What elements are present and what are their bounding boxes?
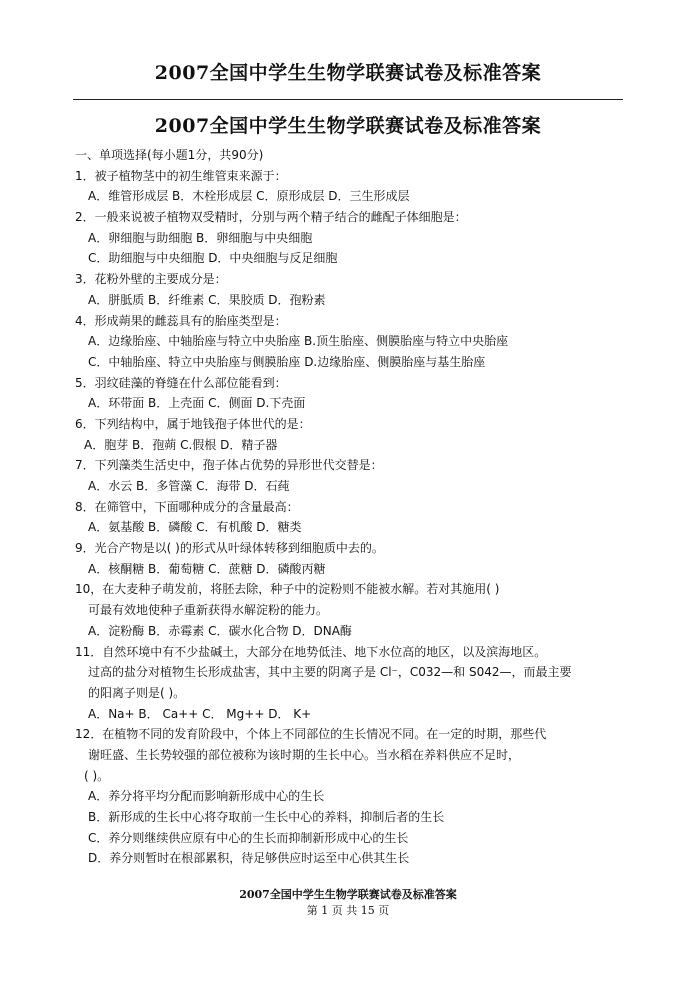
text-line: B．新形成的生长中心将夺取前一生长中心的养料，抑制后者的生长 xyxy=(88,810,445,824)
text-line: A．卵细胞与助细胞 B．卵细胞与中央细胞 xyxy=(88,230,313,245)
text-line: ( )。 xyxy=(84,768,110,783)
document-body xyxy=(75,145,635,869)
text-line: 谢旺盛、生长势较强的部位被称为该时期的生长中心。当水稻在养料供应不足时， xyxy=(88,747,521,762)
text-line: 2．一般来说被子植物双受精时，分别与两个精子结合的雌配子体细胞是： xyxy=(75,210,467,225)
text-line: 1．被子植物茎中的初生维管束来源于： xyxy=(75,168,287,183)
text-line: 过高的盐分对植物生长形成盐害，其中主要的阴离子是 Cl⁻，C032—和 S042—，而最主要 xyxy=(88,665,572,680)
text-line: C．中轴胎座、特立中央胎座与侧膜胎座 D.边缘胎座、侧膜胎座与基生胎座 xyxy=(88,354,486,369)
text-line: A．维管形成层 B．木栓形成层 C．原形成层 D．三生形成层 xyxy=(88,189,410,204)
text-line: A．养分将平均分配而影响新形成中心的生长 xyxy=(88,789,325,804)
text-line: 11．自然环境中有不少盐碱土，大部分在地势低洼、地下水位高的地区，以及滨海地区。 xyxy=(75,644,547,659)
text-line: 一、单项选择(每小题1分，共90分) xyxy=(75,148,264,162)
text-line: C．助细胞与中央细胞 D．中央细胞与反足细胞 xyxy=(88,251,338,266)
text-line: 的阳离子则是( )。 xyxy=(88,685,186,700)
text-line: A．水云 B．多管藻 C．海带 D．石莼 xyxy=(88,479,290,493)
text-line: A．边缘胎座、中轴胎座与特立中央胎座 B.顶生胎座、侧膜胎座与特立中央胎座 xyxy=(88,334,509,349)
text-line: 5．羽纹硅藻的脊缝在什么部位能看到： xyxy=(75,375,287,390)
text-line: 4．形成蒴果的雌蕊具有的胎座类型是： xyxy=(75,313,287,328)
text-line: A．氨基酸 B．磷酸 C．有机酸 D．糖类 xyxy=(88,520,302,535)
text-line: A．核酮糖 B．葡萄糖 C．蔗糖 D．磷酸丙糖 xyxy=(88,561,326,576)
document-title: 2007全国中学生生物学联赛试卷及标准答案 xyxy=(154,115,542,137)
header-divider xyxy=(73,99,623,100)
text-line: 可最有效地使种子重新获得水解淀粉的能力。 xyxy=(88,603,329,618)
text-line: 6．下列结构中，属于地钱孢子体世代的是： xyxy=(75,416,311,431)
text-line: A．淀粉酶 B．赤霉素 C．碳水化合物 D．DNA酶 xyxy=(88,623,352,638)
text-line: A．胞芽 B．孢蒴 C.假根 D．精子器 xyxy=(84,437,278,452)
text-line: 8．在筛管中，下面哪种成分的含量最高： xyxy=(75,499,299,514)
text-line: C．养分则继续供应原有中心的生长而抑制新形成中心的生长 xyxy=(88,830,409,845)
page-header-title: 2007全国中学生生物学联赛试卷及标准答案 xyxy=(154,62,542,84)
text-line: 12．在植物不同的发育阶段中，个体上不同部位的生长情况不同。在一定的时期，那些代 xyxy=(75,727,547,742)
text-line: D．养分则暂时在根部累积，待足够供应时运至中心供其生长 xyxy=(88,851,410,866)
text-line: A．环带面 B．上壳面 C．侧面 D.下壳面 xyxy=(88,396,306,411)
footer-page-number: 第 1 页 共 15 页 xyxy=(306,904,390,917)
text-line: 7．下列藻类生活史中，孢子体占优势的异形世代交替是： xyxy=(75,458,383,473)
footer-title: 2007全国中学生生物学联赛试卷及标准答案 xyxy=(239,888,457,901)
text-line: 3．花粉外壁的主要成分是： xyxy=(75,272,227,287)
text-line: 10，在大麦种子萌发前，将胚去除，种子中的淀粉则不能被水解。若对其施用( ) xyxy=(75,582,500,597)
text-line: A．胼胝质 B．纤维素 C．果胶质 D．孢粉素 xyxy=(88,292,326,307)
text-line: A．Na+ B． Ca++ C． Mg++ D． K+ xyxy=(88,706,312,721)
text-line: 9．光合产物是以( )的形式从叶绿体转移到细胞质中去的。 xyxy=(75,541,384,556)
